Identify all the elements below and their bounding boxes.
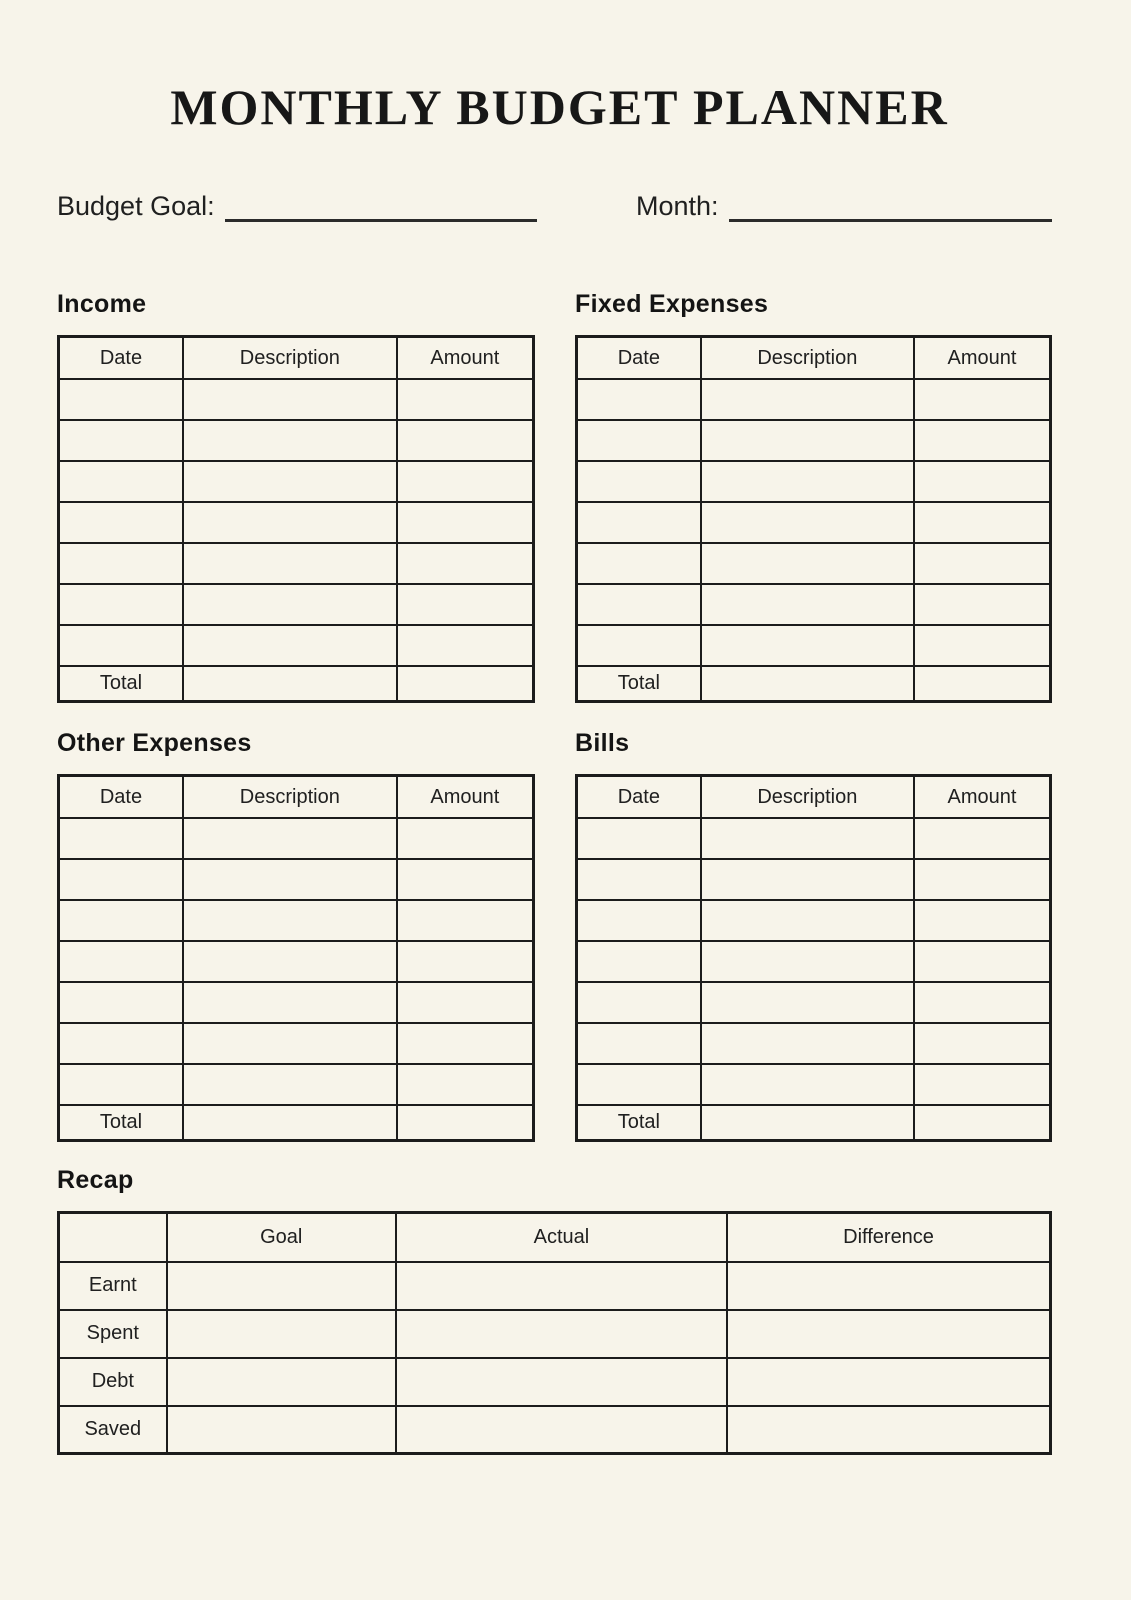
entry-cell[interactable] <box>914 502 1051 543</box>
table-row <box>577 941 1051 982</box>
table-row <box>577 420 1051 461</box>
entry-cell[interactable] <box>577 1064 701 1105</box>
page-title: MONTHLY BUDGET PLANNER <box>170 79 949 135</box>
entry-cell[interactable] <box>577 584 701 625</box>
entry-cell[interactable] <box>396 1262 727 1310</box>
entry-cell[interactable] <box>59 543 183 584</box>
table-row <box>577 502 1051 543</box>
fixed-expenses-section <box>575 290 1052 703</box>
table-row <box>59 982 534 1023</box>
column-header: Amount <box>397 776 534 818</box>
table-row <box>59 379 534 420</box>
column-header: Goal <box>167 1213 396 1262</box>
table-row <box>59 625 534 666</box>
total-label: Total <box>59 666 183 702</box>
income-section-title: Income <box>57 290 147 319</box>
entry-cell[interactable] <box>183 502 397 543</box>
entry-cell[interactable] <box>914 1023 1051 1064</box>
total-value-cell[interactable] <box>183 666 397 702</box>
entry-cell[interactable] <box>397 1023 534 1064</box>
other-expenses-table <box>57 774 535 1142</box>
entry-cell[interactable] <box>396 1310 727 1358</box>
entry-cell[interactable] <box>701 584 914 625</box>
entry-cell[interactable] <box>183 859 397 900</box>
table-row <box>577 543 1051 584</box>
entry-cell[interactable] <box>701 625 914 666</box>
entry-cell[interactable] <box>701 859 914 900</box>
entry-cell[interactable] <box>397 1064 534 1105</box>
row-label: Earnt <box>59 1262 167 1310</box>
entry-cell[interactable] <box>727 1262 1050 1310</box>
bills-section-title: Bills <box>575 729 630 758</box>
entry-cell[interactable] <box>397 543 534 584</box>
total-value-cell[interactable] <box>701 1105 914 1141</box>
entry-cell[interactable] <box>59 859 183 900</box>
total-value-cell[interactable] <box>397 1105 534 1141</box>
entry-cell[interactable] <box>701 543 914 584</box>
entry-cell[interactable] <box>167 1358 396 1406</box>
entry-cell[interactable] <box>183 941 397 982</box>
entry-cell[interactable] <box>59 818 183 859</box>
income-table <box>57 335 535 703</box>
table-row <box>577 1023 1051 1064</box>
table-row <box>59 941 534 982</box>
table-row <box>577 337 1051 379</box>
total-value-cell[interactable] <box>914 666 1051 702</box>
recap-table <box>57 1211 1052 1455</box>
column-header: Description <box>183 776 397 818</box>
table-row <box>59 502 534 543</box>
table-row <box>577 818 1051 859</box>
table-row <box>577 625 1051 666</box>
total-label: Total <box>59 1105 183 1141</box>
entry-cell[interactable] <box>183 900 397 941</box>
entry-cell[interactable] <box>167 1406 396 1454</box>
entry-cell[interactable] <box>183 420 397 461</box>
entry-cell[interactable] <box>397 900 534 941</box>
row-label: Spent <box>59 1310 167 1358</box>
table-row <box>577 776 1051 818</box>
entry-cell[interactable] <box>59 379 183 420</box>
column-header: Date <box>577 776 701 818</box>
entry-cell[interactable] <box>397 502 534 543</box>
table-row <box>59 1358 1051 1406</box>
table-row <box>577 379 1051 420</box>
table-row <box>59 1406 1051 1454</box>
entry-cell[interactable] <box>183 584 397 625</box>
entry-cell[interactable] <box>701 818 914 859</box>
table-row <box>59 859 534 900</box>
entry-cell[interactable] <box>183 625 397 666</box>
entry-cell[interactable] <box>397 982 534 1023</box>
total-label: Total <box>577 1105 701 1141</box>
table-row <box>59 1213 1051 1262</box>
entry-cell[interactable] <box>577 900 701 941</box>
other-expenses-section <box>57 729 535 1142</box>
bills-section <box>575 729 1052 1142</box>
total-value-cell[interactable] <box>397 666 534 702</box>
fixed-expenses-section-title: Fixed Expenses <box>575 290 769 319</box>
table-row <box>577 666 1051 702</box>
column-header: Description <box>701 776 914 818</box>
table-row <box>577 1064 1051 1105</box>
row-label: Saved <box>59 1406 167 1454</box>
table-row <box>59 666 534 702</box>
table-row <box>59 776 534 818</box>
income-section <box>57 290 535 703</box>
fixed-expenses-table <box>575 335 1052 703</box>
entry-cell[interactable] <box>577 379 701 420</box>
table-row <box>59 461 534 502</box>
entry-cell[interactable] <box>577 818 701 859</box>
table-row <box>59 818 534 859</box>
table-row <box>577 1105 1051 1141</box>
table-row <box>577 584 1051 625</box>
entry-cell[interactable] <box>701 941 914 982</box>
entry-cell[interactable] <box>167 1310 396 1358</box>
entry-cell[interactable] <box>914 1064 1051 1105</box>
entry-cell[interactable] <box>397 461 534 502</box>
table-row <box>59 420 534 461</box>
column-header: Difference <box>727 1213 1050 1262</box>
entry-cell[interactable] <box>577 859 701 900</box>
entry-cell[interactable] <box>914 379 1051 420</box>
entry-cell[interactable] <box>183 461 397 502</box>
entry-cell[interactable] <box>577 625 701 666</box>
entry-cell[interactable] <box>59 420 183 461</box>
entry-cell[interactable] <box>397 379 534 420</box>
entry-cell[interactable] <box>701 502 914 543</box>
total-value-cell[interactable] <box>914 1105 1051 1141</box>
entry-cell[interactable] <box>577 461 701 502</box>
entry-cell[interactable] <box>59 1064 183 1105</box>
entry-cell[interactable] <box>397 818 534 859</box>
entry-cell[interactable] <box>59 1023 183 1064</box>
column-header: Amount <box>397 337 534 379</box>
entry-cell[interactable] <box>59 941 183 982</box>
budget-goal-input[interactable] <box>225 192 537 222</box>
column-header: Date <box>59 776 183 818</box>
entry-cell[interactable] <box>701 420 914 461</box>
entry-cell[interactable] <box>914 859 1051 900</box>
entry-cell[interactable] <box>914 420 1051 461</box>
entry-cell[interactable] <box>577 502 701 543</box>
header-fields <box>57 190 1052 222</box>
entry-cell[interactable] <box>183 379 397 420</box>
entry-cell[interactable] <box>914 584 1051 625</box>
column-header: Description <box>183 337 397 379</box>
table-row <box>59 1064 534 1105</box>
entry-cell[interactable] <box>577 1023 701 1064</box>
other-expenses-section-title: Other Expenses <box>57 729 252 758</box>
entry-cell[interactable] <box>701 1023 914 1064</box>
ledger-tables-grid <box>57 290 1052 1142</box>
table-row <box>59 337 534 379</box>
bills-table <box>575 774 1052 1142</box>
table-row <box>577 461 1051 502</box>
entry-cell[interactable] <box>701 1064 914 1105</box>
entry-cell[interactable] <box>59 461 183 502</box>
entry-cell[interactable] <box>59 625 183 666</box>
entry-cell[interactable] <box>701 982 914 1023</box>
column-header <box>59 1213 167 1262</box>
entry-cell[interactable] <box>59 584 183 625</box>
entry-cell[interactable] <box>397 625 534 666</box>
column-header: Amount <box>914 776 1051 818</box>
entry-cell[interactable] <box>701 461 914 502</box>
entry-cell[interactable] <box>577 982 701 1023</box>
entry-cell[interactable] <box>59 900 183 941</box>
table-row <box>59 1105 534 1141</box>
entry-cell[interactable] <box>914 982 1051 1023</box>
entry-cell[interactable] <box>396 1358 727 1406</box>
month-field <box>636 190 1052 222</box>
table-row <box>59 543 534 584</box>
entry-cell[interactable] <box>577 420 701 461</box>
entry-cell[interactable] <box>914 543 1051 584</box>
entry-cell[interactable] <box>701 900 914 941</box>
entry-cell[interactable] <box>914 941 1051 982</box>
recap-section <box>57 1166 1052 1455</box>
entry-cell[interactable] <box>183 1023 397 1064</box>
total-value-cell[interactable] <box>183 1105 397 1141</box>
table-row <box>577 982 1051 1023</box>
column-header: Amount <box>914 337 1051 379</box>
entry-cell[interactable] <box>914 900 1051 941</box>
month-label: Month: <box>636 191 719 221</box>
entry-cell[interactable] <box>397 420 534 461</box>
table-row <box>59 1262 1051 1310</box>
entry-cell[interactable] <box>397 941 534 982</box>
budget-goal-field <box>57 190 537 222</box>
entry-cell[interactable] <box>183 818 397 859</box>
total-label: Total <box>577 666 701 702</box>
entry-cell[interactable] <box>727 1310 1050 1358</box>
entry-cell[interactable] <box>397 859 534 900</box>
entry-cell[interactable] <box>59 982 183 1023</box>
entry-cell[interactable] <box>167 1262 396 1310</box>
table-row <box>59 1310 1051 1358</box>
row-label: Debt <box>59 1358 167 1406</box>
table-row <box>59 584 534 625</box>
entry-cell[interactable] <box>59 502 183 543</box>
column-header: Date <box>59 337 183 379</box>
table-row <box>577 859 1051 900</box>
entry-cell[interactable] <box>701 379 914 420</box>
entry-cell[interactable] <box>183 1064 397 1105</box>
entry-cell[interactable] <box>914 461 1051 502</box>
budget-goal-label: Budget Goal: <box>57 191 215 221</box>
column-header: Description <box>701 337 914 379</box>
entry-cell[interactable] <box>577 543 701 584</box>
recap-section-title: Recap <box>57 1166 134 1195</box>
entry-cell[interactable] <box>397 584 534 625</box>
table-row <box>577 900 1051 941</box>
column-header: Date <box>577 337 701 379</box>
entry-cell[interactable] <box>914 818 1051 859</box>
entry-cell[interactable] <box>183 982 397 1023</box>
entry-cell[interactable] <box>914 625 1051 666</box>
month-input[interactable] <box>729 192 1052 222</box>
entry-cell[interactable] <box>727 1358 1050 1406</box>
table-row <box>59 900 534 941</box>
entry-cell[interactable] <box>577 941 701 982</box>
entry-cell[interactable] <box>727 1406 1050 1454</box>
total-value-cell[interactable] <box>701 666 914 702</box>
entry-cell[interactable] <box>396 1406 727 1454</box>
entry-cell[interactable] <box>183 543 397 584</box>
table-row <box>59 1023 534 1064</box>
column-header: Actual <box>396 1213 727 1262</box>
